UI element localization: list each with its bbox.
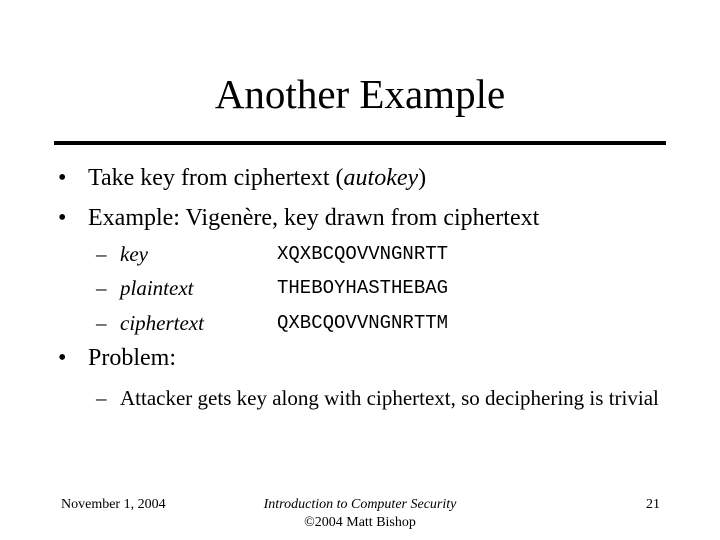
page-number: 21 xyxy=(646,497,660,512)
row-value: QXBCQOVVNGNRTTM xyxy=(277,312,449,334)
dash-marker: – xyxy=(96,311,107,335)
bullet-marker: • xyxy=(58,205,67,231)
footer-date: November 1, 2004 xyxy=(61,497,166,512)
problem-detail xyxy=(96,383,666,413)
row-value: THEBOYHASTHEBAG xyxy=(277,277,449,299)
bullet-marker: • xyxy=(58,345,67,371)
bullet-marker: • xyxy=(58,165,67,191)
slide-title: Another Example xyxy=(214,71,506,117)
problem-detail-text: Attacker gets key along with ciphertext, so deciphering is trivial xyxy=(120,386,659,410)
footer-course: Introduction to Computer Security xyxy=(263,497,457,512)
bullet-text-suffix: ) xyxy=(418,165,427,191)
dash-marker: – xyxy=(96,276,107,300)
row-label: ciphertext xyxy=(120,311,204,335)
row-label: key xyxy=(120,242,148,266)
footer-center xyxy=(200,496,520,532)
bullet-text: Example: Vigenère, key drawn from ciphertext xyxy=(88,205,540,231)
dash-marker: – xyxy=(96,386,107,410)
row-label: plaintext xyxy=(120,276,194,300)
title-divider xyxy=(54,141,666,145)
footer-copyright: ©2004 Matt Bishop xyxy=(304,515,416,530)
bullet-text-prefix: Take key from ciphertext ( xyxy=(88,165,344,191)
row-value: XQXBCQOVVNGNRTT xyxy=(277,243,449,265)
bullet-text xyxy=(88,163,426,193)
dash-marker: – xyxy=(96,242,107,266)
bullet-text: Problem: xyxy=(88,345,176,371)
bullet-emphasis: autokey xyxy=(343,165,419,191)
